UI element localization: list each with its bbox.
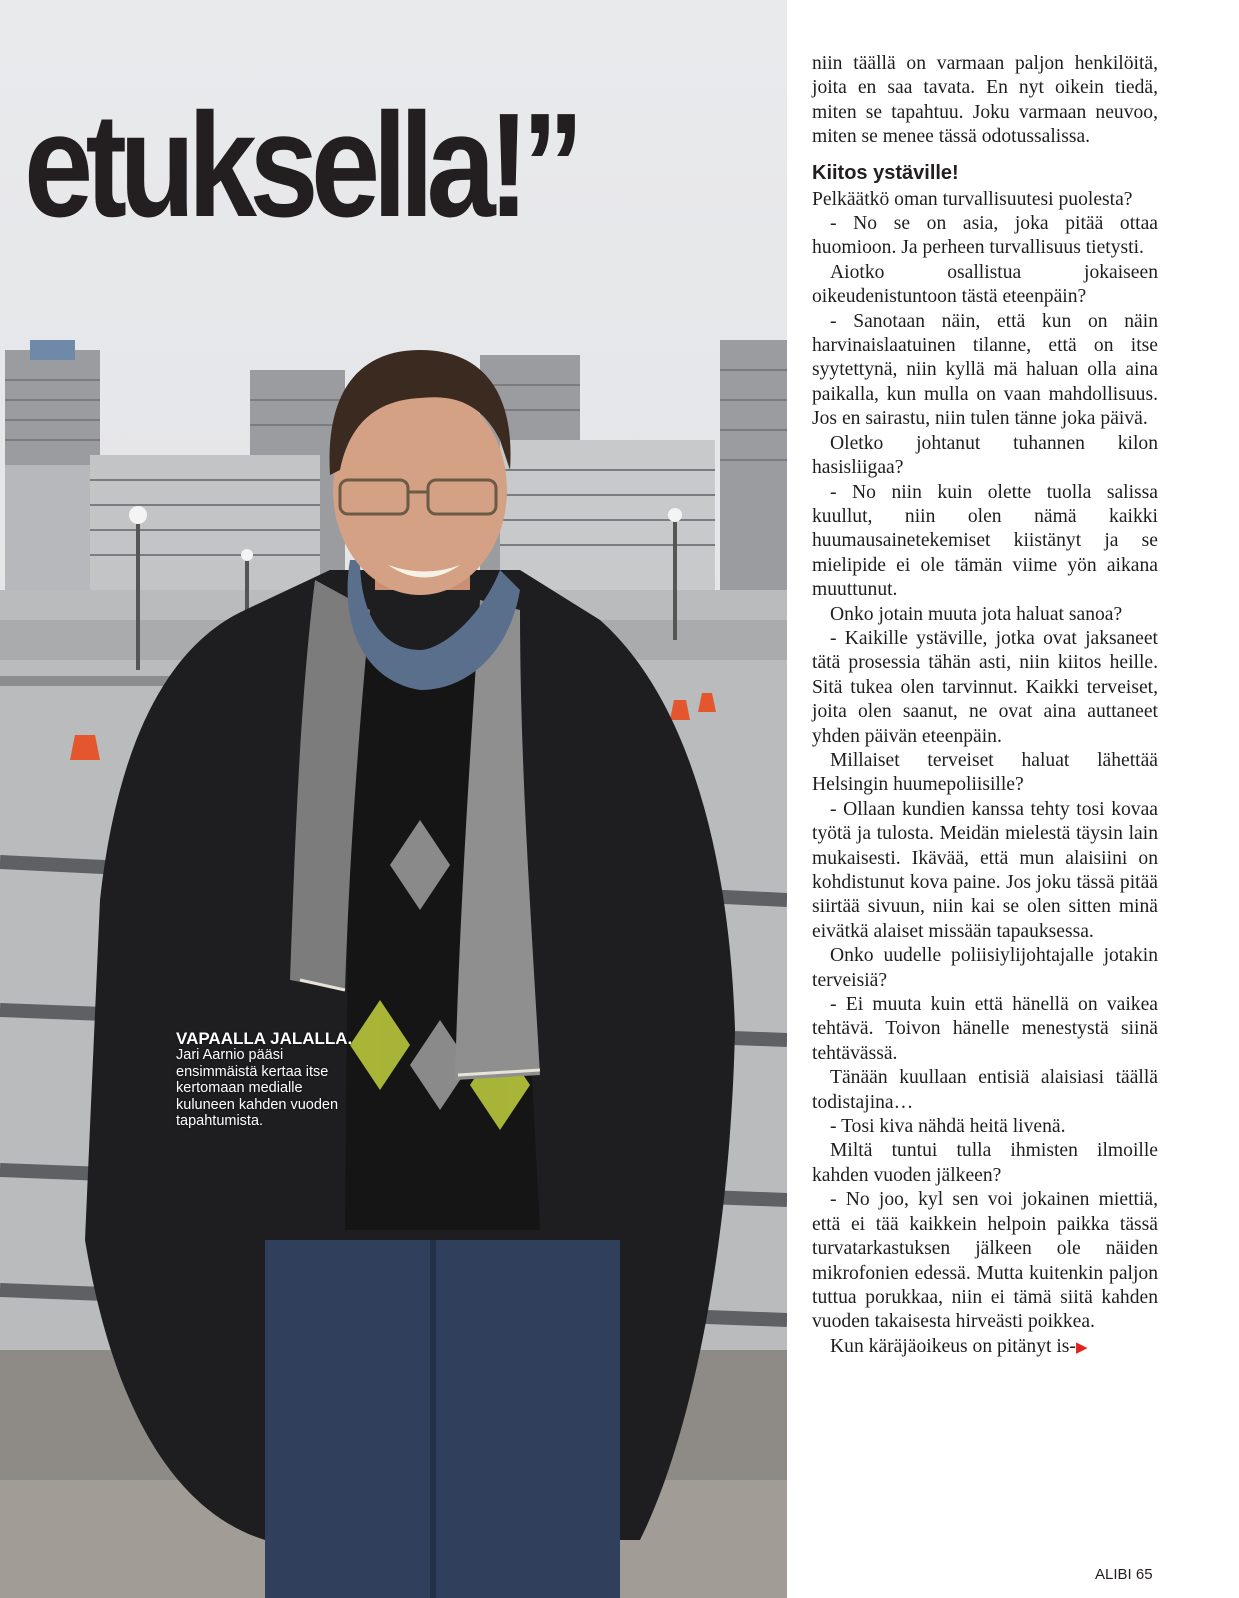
article-paragraph: - No joo, kyl sen voi jokainen miettiä, että ei tää kaikkein helpoin paikka tässä turvatarkastuksen jälkeen ole näiden mikrofonien edessä. Mutta kuitenkin paljon tuttua porukkaa, niin ei tämä siitä kahden vuoden takaisesta hirveästi poikkea. (812, 1189, 1158, 1333)
caption-body: Jari Aarnio pääsi ensimmäistä kertaa itse kertomaan medialle kuluneen kahden vuoden tapahtumista. (176, 1047, 339, 1129)
article-intro: niin täällä on varmaan paljon henkilöitä, joita en saa tavata. En nyt oikein tiedä, miten se tapahtuu. Joku varmaan neuvoo, miten se menee tässä odotussalissa. (812, 53, 1158, 148)
article-paragraph: Tänään kuullaan entisiä alaisiasi täällä todistajina… (812, 1067, 1158, 1113)
page-folio: ALIBI 65 (1095, 1566, 1153, 1583)
continue-arrow-icon: ▶ (1075, 1339, 1088, 1356)
photo-caption (176, 1030, 356, 1130)
article-last-line-text: Kun käräjäoikeus on pitänyt is- (830, 1335, 1076, 1357)
article-subheading: Kiitos ystäville! (812, 161, 959, 184)
caption-title: VAPAALLA JALALLA. (176, 1029, 353, 1048)
article-paragraph: Pelkäätkö oman turvallisuutesi puolesta? (812, 188, 1133, 210)
article-paragraph: - No se on asia, joka pitää ottaa huomioon. Ja perheen turvallisuus tietysti. (812, 213, 1158, 259)
article-paragraph: Aiotko osallistua jokaiseen oikeudenistuntoon tästä eteenpäin? (812, 261, 1158, 308)
article-paragraph: - Ei muuta kuin että hänellä on vaikea tehtävä. Toivon hänelle menestystä siinä tehtävässä. (812, 994, 1158, 1064)
article-paragraph: - Kaikille ystäville, jotka ovat jaksaneet tätä prosessia tähän asti, niin kiitos heille. Sitä tukea olen tarvinnut. Kaikki terveiset, joita olen saanut, ne ovat aina auttaneet yhden päivän eteenpäin. (812, 627, 1158, 747)
article-paragraph: - Sanotaan näin, että kun on näin harvinaislaatuinen tilanne, että on itse syytettynä, niin kyllä mä haluan olla aina paikalla, kun mulla on vaan mahdollisuus. Jos en sairastu, niin tulen tänne joka päivä. (812, 310, 1158, 430)
article-paragraph: Oletko johtanut tuhannen kilon hasisliigaa? (812, 432, 1158, 479)
article-paragraph: Onko uudelle poliisiylijohtajalle jotakin terveisiä? (812, 945, 1158, 991)
article-paragraph: - Ollaan kundien kanssa tehty tosi kovaa työtä ja tulosta. Meidän mielestä täysin lain mukaisesti. Ikävää, että mun alaisiini on kohdistunut kova paine. Jos joku tässä pitää siirtää sivuun, niin kai se olen sitten minä eivätkä alaiset missään tapauksessa. (812, 798, 1158, 942)
article-paragraph: Miltä tuntui tulla ihmisten ilmoille kahden vuoden jälkeen? (812, 1140, 1158, 1186)
article-last-line (812, 1335, 1158, 1360)
article-body (812, 52, 1158, 1360)
article-paragraph: - No niin kuin olette tuolla salissa kuullut, niin olen nämä kaikki huumausainetekemiset kiistänyt ja se mielipide ei ole tämän viime yön aikana muuttunut. (812, 481, 1158, 601)
article-paragraph: - Tosi kiva nähdä heitä livenä. (830, 1116, 1066, 1138)
headline: etuksella!” (24, 83, 577, 248)
article-paragraph: Onko jotain muuta jota haluat sanoa? (830, 603, 1123, 625)
article-paragraph: Millaiset terveiset haluat lähettää Helsingin huumepoliisille? (812, 749, 1158, 796)
